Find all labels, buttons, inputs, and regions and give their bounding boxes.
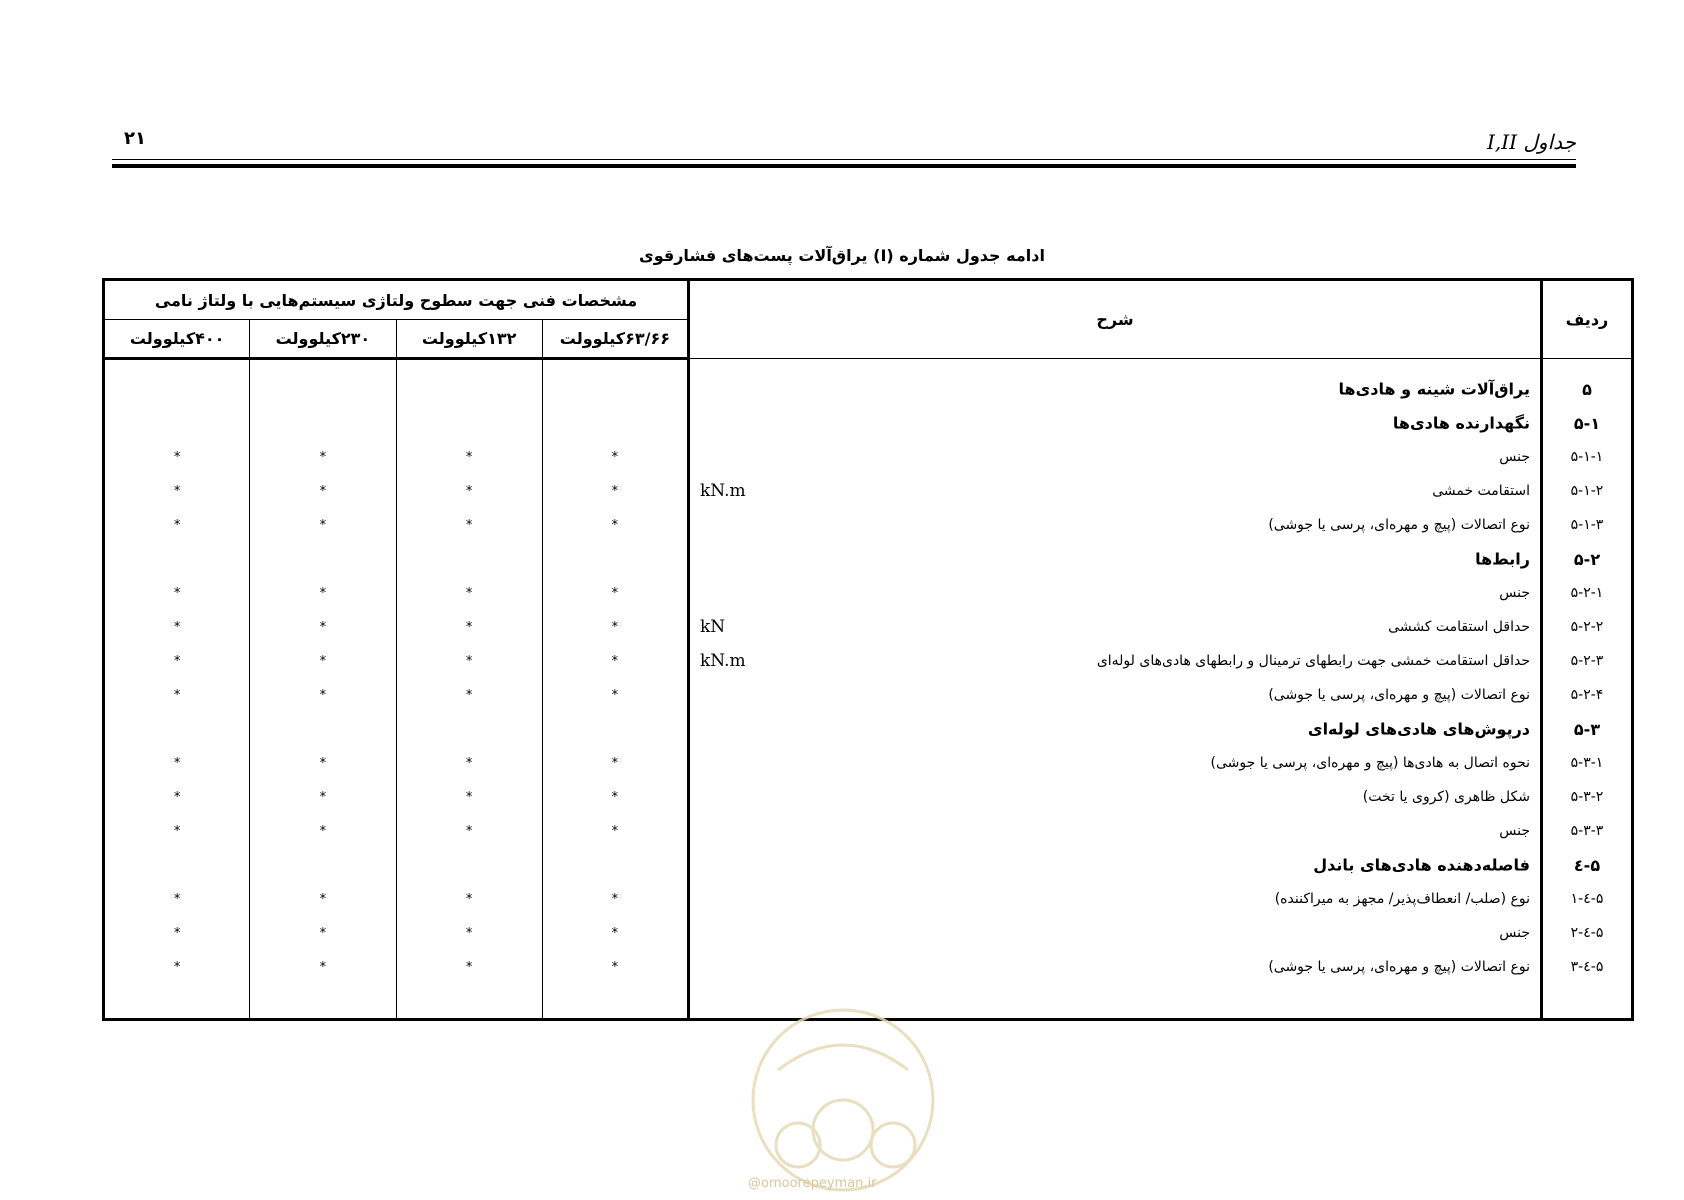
row-number: ۵-۱-۲ (1542, 474, 1633, 508)
page-number: ۲۱ (124, 128, 146, 149)
voltage-mark: * (542, 440, 688, 474)
row-description-cell (689, 372, 1542, 406)
table-row (104, 746, 1633, 780)
voltage-mark: * (250, 950, 396, 984)
voltage-mark (104, 406, 250, 440)
row-description: شکل ظاهری (کروی یا تخت) (1362, 789, 1530, 805)
voltage-mark (250, 372, 396, 406)
row-description-cell (689, 576, 1542, 610)
table-row (104, 916, 1633, 950)
row-number: ۵-۱-۳ (1542, 508, 1633, 542)
voltage-mark: * (396, 746, 542, 780)
table-row (104, 814, 1633, 848)
voltage-mark (250, 712, 396, 746)
row-description: نوع اتصالات (پیچ و مهره‌ای، پرسی یا جوشی) (1268, 687, 1530, 703)
row-number: ۵-۲-۴ (1542, 678, 1633, 712)
row-number: ۵-۲-۱ (1542, 576, 1633, 610)
voltage-mark: * (542, 508, 688, 542)
row-number: ۵-۱ (1542, 406, 1633, 440)
row-description: حداقل استقامت خمشی جهت رابطهای ترمینال و رابطهای هادی‌های لوله‌ای (1096, 653, 1530, 669)
table-row (104, 644, 1633, 678)
header-radif: ردیف (1542, 280, 1633, 359)
row-description: نوع اتصالات (پیچ و مهره‌ای، پرسی یا جوشی) (1268, 517, 1530, 533)
voltage-mark: * (250, 780, 396, 814)
voltage-mark (542, 542, 688, 576)
row-description: حداقل استقامت کششی (1388, 619, 1530, 635)
voltage-mark (542, 406, 688, 440)
voltage-mark: * (250, 474, 396, 508)
row-description: نحوه اتصال به هادی‌ها (پیچ و مهره‌ای، پرسی یا جوشی) (1210, 755, 1530, 771)
row-number: ۵-۳-۱ (1542, 746, 1633, 780)
voltage-mark (396, 406, 542, 440)
row-description: رابط‌ها (1475, 549, 1530, 569)
voltage-mark: * (542, 882, 688, 916)
header-rule-thick (112, 164, 1576, 168)
voltage-mark (396, 712, 542, 746)
voltage-mark: * (250, 576, 396, 610)
voltage-mark: * (542, 644, 688, 678)
row-description: جنس (1499, 823, 1530, 839)
row-description-cell (689, 916, 1542, 950)
voltage-mark: * (542, 576, 688, 610)
row-description-cell (689, 508, 1542, 542)
row-description-cell (689, 882, 1542, 916)
row-description: جنس (1499, 925, 1530, 941)
row-number: ۵-۳ (1542, 712, 1633, 746)
voltage-mark: * (250, 882, 396, 916)
row-description-cell (689, 950, 1542, 984)
table-row (104, 780, 1633, 814)
row-description-cell (689, 474, 1542, 508)
section-row (104, 848, 1633, 882)
table-row (104, 440, 1633, 474)
row-description: یراق‌آلات شینه و هادی‌ها (1338, 379, 1530, 399)
table-row (104, 576, 1633, 610)
row-description-cell (689, 406, 1542, 440)
table-row (104, 474, 1633, 508)
row-number: ۵-۳-۳ (1542, 814, 1633, 848)
row-description-cell (689, 780, 1542, 814)
voltage-mark: * (542, 814, 688, 848)
voltage-mark: * (396, 814, 542, 848)
table-row (104, 508, 1633, 542)
row-description-cell (689, 678, 1542, 712)
voltage-mark: * (104, 780, 250, 814)
voltage-mark: * (542, 678, 688, 712)
row-description-cell (689, 848, 1542, 882)
voltage-mark: * (542, 916, 688, 950)
row-number: ۵-٤-۲ (1542, 916, 1633, 950)
row-description: درپوش‌های هادی‌های لوله‌ای (1307, 719, 1530, 739)
voltage-mark: * (104, 644, 250, 678)
voltage-mark (250, 848, 396, 882)
voltage-mark (396, 542, 542, 576)
voltage-mark (104, 848, 250, 882)
voltage-mark: * (250, 644, 396, 678)
voltage-mark: * (104, 746, 250, 780)
row-number: ۵-۲-۲ (1542, 610, 1633, 644)
header-voltage-400: ۴۰۰کیلوولت (104, 320, 250, 359)
running-title: جداول I,II (1486, 130, 1576, 154)
row-unit: kN.m (700, 651, 746, 671)
voltage-mark: * (396, 610, 542, 644)
table-title: ادامه جدول شماره (I) یراق‌آلات پست‌های فشارقوی (639, 246, 1045, 265)
row-description: جنس (1499, 585, 1530, 601)
header-rule-thin (112, 159, 1576, 160)
row-description: نوع (صلب/ انعطاف‌پذیر/ مجهز به میراکننده) (1274, 891, 1530, 907)
header-voltage-132: ۱۳۲کیلوولت (396, 320, 542, 359)
section-row (104, 372, 1633, 406)
voltage-mark: * (396, 916, 542, 950)
row-description: جنس (1499, 449, 1530, 465)
voltage-mark (542, 848, 688, 882)
voltage-mark: * (396, 780, 542, 814)
voltage-mark (250, 542, 396, 576)
voltage-mark: * (542, 780, 688, 814)
row-description: فاصله‌دهنده هادی‌های باندل (1313, 855, 1530, 875)
row-description-cell (689, 610, 1542, 644)
header-voltage-230: ۲۳۰کیلوولت (250, 320, 396, 359)
voltage-mark: * (396, 882, 542, 916)
header-spec-group: مشخصات فنی جهت سطوح ولتاژی سیستم‌هایی با ولتاژ نامی (104, 280, 689, 320)
row-number: ۵-۱-۱ (1542, 440, 1633, 474)
table-row (104, 678, 1633, 712)
voltage-mark (104, 542, 250, 576)
row-number: ۵-٤-۳ (1542, 950, 1633, 984)
row-description: نگهدارنده هادی‌ها (1392, 413, 1530, 433)
voltage-mark: * (104, 576, 250, 610)
voltage-mark (250, 406, 396, 440)
row-number: ۵-۳-۲ (1542, 780, 1633, 814)
voltage-mark: * (104, 678, 250, 712)
voltage-mark (396, 848, 542, 882)
voltage-mark (104, 372, 250, 406)
header-voltage-63: ۶۳/۶۶کیلوولت (542, 320, 688, 359)
section-row (104, 406, 1633, 440)
voltage-mark: * (542, 610, 688, 644)
row-description-cell (689, 440, 1542, 474)
voltage-mark (542, 372, 688, 406)
table-body (104, 359, 1633, 1020)
voltage-mark: * (396, 576, 542, 610)
row-description-cell (689, 712, 1542, 746)
voltage-mark: * (104, 610, 250, 644)
row-unit: kN.m (700, 481, 746, 501)
voltage-mark (104, 712, 250, 746)
voltage-mark: * (396, 508, 542, 542)
header-sharh: شرح (689, 280, 1542, 359)
row-description-cell (689, 644, 1542, 678)
voltage-mark: * (104, 916, 250, 950)
voltage-mark: * (104, 474, 250, 508)
voltage-mark: * (250, 440, 396, 474)
voltage-mark: * (542, 746, 688, 780)
spacer-row (104, 359, 1633, 373)
voltage-mark: * (396, 678, 542, 712)
watermark-text: @omoorepeyman.ir (748, 1176, 877, 1191)
voltage-mark (396, 372, 542, 406)
voltage-mark (542, 712, 688, 746)
page-header (112, 128, 1576, 168)
row-number: ۵-۲-۳ (1542, 644, 1633, 678)
voltage-mark: * (542, 474, 688, 508)
voltage-mark: * (104, 508, 250, 542)
section-row (104, 712, 1633, 746)
voltage-mark: * (250, 610, 396, 644)
row-description: نوع اتصالات (پیچ و مهره‌ای، پرسی یا جوشی) (1268, 959, 1530, 975)
table-row (104, 610, 1633, 644)
row-number: ۵-٤-۱ (1542, 882, 1633, 916)
voltage-mark: * (396, 440, 542, 474)
voltage-mark: * (250, 508, 396, 542)
voltage-mark: * (104, 950, 250, 984)
row-description-cell (689, 746, 1542, 780)
row-description-cell (689, 542, 1542, 576)
voltage-mark: * (250, 678, 396, 712)
voltage-mark: * (250, 814, 396, 848)
row-unit: kN (700, 617, 726, 637)
section-row (104, 542, 1633, 576)
voltage-mark: * (396, 950, 542, 984)
table-row (104, 882, 1633, 916)
voltage-mark: * (542, 950, 688, 984)
row-number: ۵-٤ (1542, 848, 1633, 882)
voltage-mark: * (104, 440, 250, 474)
watermark-seal (738, 1000, 948, 1200)
row-number: ۵-۲ (1542, 542, 1633, 576)
row-description-cell (689, 814, 1542, 848)
voltage-mark: * (396, 474, 542, 508)
voltage-mark: * (104, 882, 250, 916)
specs-table (102, 278, 1634, 1021)
voltage-mark: * (104, 814, 250, 848)
voltage-mark: * (396, 644, 542, 678)
row-number: ۵ (1542, 372, 1633, 406)
voltage-mark: * (250, 746, 396, 780)
voltage-mark: * (250, 916, 396, 950)
row-description: استقامت خمشی (1432, 483, 1530, 499)
table-row (104, 950, 1633, 984)
